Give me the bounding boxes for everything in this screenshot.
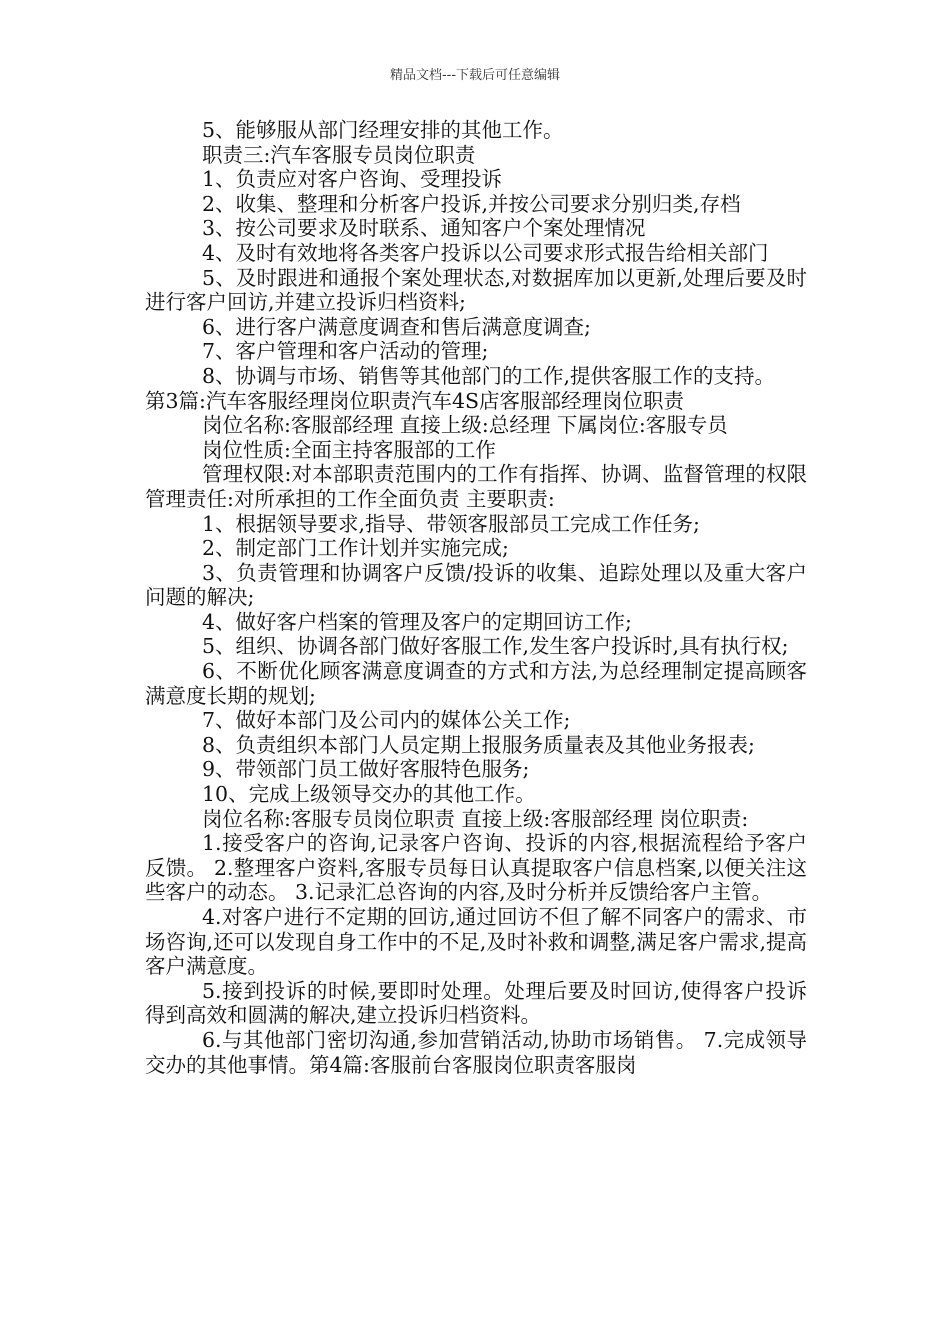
paragraph: 7、客户管理和客户活动的管理; [202,339,489,364]
paragraph: 7、做好本部门及公司内的媒体公关工作; [202,708,571,733]
page-header: 精品文档---下载后可任意编辑 [389,68,561,83]
paragraph: 9、带领部门员工做好客服特色服务; [202,757,530,782]
paragraph: 10、完成上级领导交办的其他工作。 [202,782,536,807]
paragraph: 8、负责组织本部门人员定期上报服务质量表及其他业务报表; [202,732,755,757]
paragraph: 2、收集、整理和分析客户投诉,并按公司要求分别归类,存档 [202,191,741,216]
document-body [145,118,807,1077]
paragraph: 1、负责应对客户咨询、受理投诉 [202,167,503,192]
paragraph: 5、及时跟进和通报个案处理状态,对数据库加以更新,处理后要及时进行客户回访,并建立投诉归档资料; [145,265,807,315]
paragraph: 岗位性质:全面主持客服部的工作 [202,437,496,462]
paragraph: 6、不断优化顾客满意度调查的方式和方法,为总经理制定提高顾客满意度长期的规划; [145,659,807,708]
paragraph: 4、及时有效地将各类客户投诉以公司要求形式报告给相关部门 [202,240,769,265]
paragraph: 2、制定部门工作计划并实施完成; [202,536,509,561]
paragraph: 岗位名称:客服部经理 直接上级:总经理 下属岗位:客服专员 [202,413,728,438]
paragraph: 8、协调与市场、销售等其他部门的工作,提供客服工作的支持。 [202,363,776,388]
paragraph: 5、能够服从部门经理安排的其他工作。 [202,118,564,142]
paragraph: 3、按公司要求及时联系、通知客户个案处理情况 [202,216,646,241]
paragraph: 4.对客户进行不定期的回访,通过回访不但了解不同客户的需求、市场咨询,还可以发现自身工作中的不足,及时补救和调整,满足客户需求,提高客户满意度。 [145,905,807,979]
paragraph: 1.接受客户的咨询,记录客户咨询、投诉的内容,根据流程给予客户反馈。 2.整理客户资料,客服专员每日认真提取客户信息档案,以便关注这些客户的动态。 3.记录汇总咨询的内容,及时分析并反馈给客户主管。 [145,831,807,905]
paragraph: 岗位名称:客服专员岗位职责 直接上级:客服部经理 岗位职责: [202,806,749,831]
section-heading: 职责三:汽车客服专员岗位职责 [202,142,476,167]
paragraph: 1、根据领导要求,指导、带领客服部员工完成工作任务; [202,511,700,536]
paragraph: 管理权限:对本部职责范围内的工作有指挥、协调、监督管理的权限 管理责任:对所承担的工作全面负责 主要职责: [145,462,807,511]
paragraph: 5.接到投诉的时候,要即时处理。处理后要及时回访,使得客户投诉得到高效和圆满的解决,建立投诉归档资料。 [145,978,807,1028]
paragraph: 6、进行客户满意度调查和售后满意度调查; [202,314,591,339]
paragraph: 4、做好客户档案的管理及客户的定期回访工作; [202,609,632,634]
chapter-heading: 第3篇:汽车客服经理岗位职责汽车4S店客服部经理岗位职责 [145,388,685,413]
paragraph: 3、负责管理和协调客户反馈/投诉的收集、追踪处理以及重大客户问题的解决; [145,560,807,610]
paragraph: 5、组织、协调各部门做好客服工作,发生客户投诉时,具有执行权; [202,634,789,659]
paragraph: 6.与其他部门密切沟通,参加营销活动,协助市场销售。 7.完成领导交办的其他事情。第4篇:客服前台客服岗位职责客服岗 [145,1027,807,1077]
